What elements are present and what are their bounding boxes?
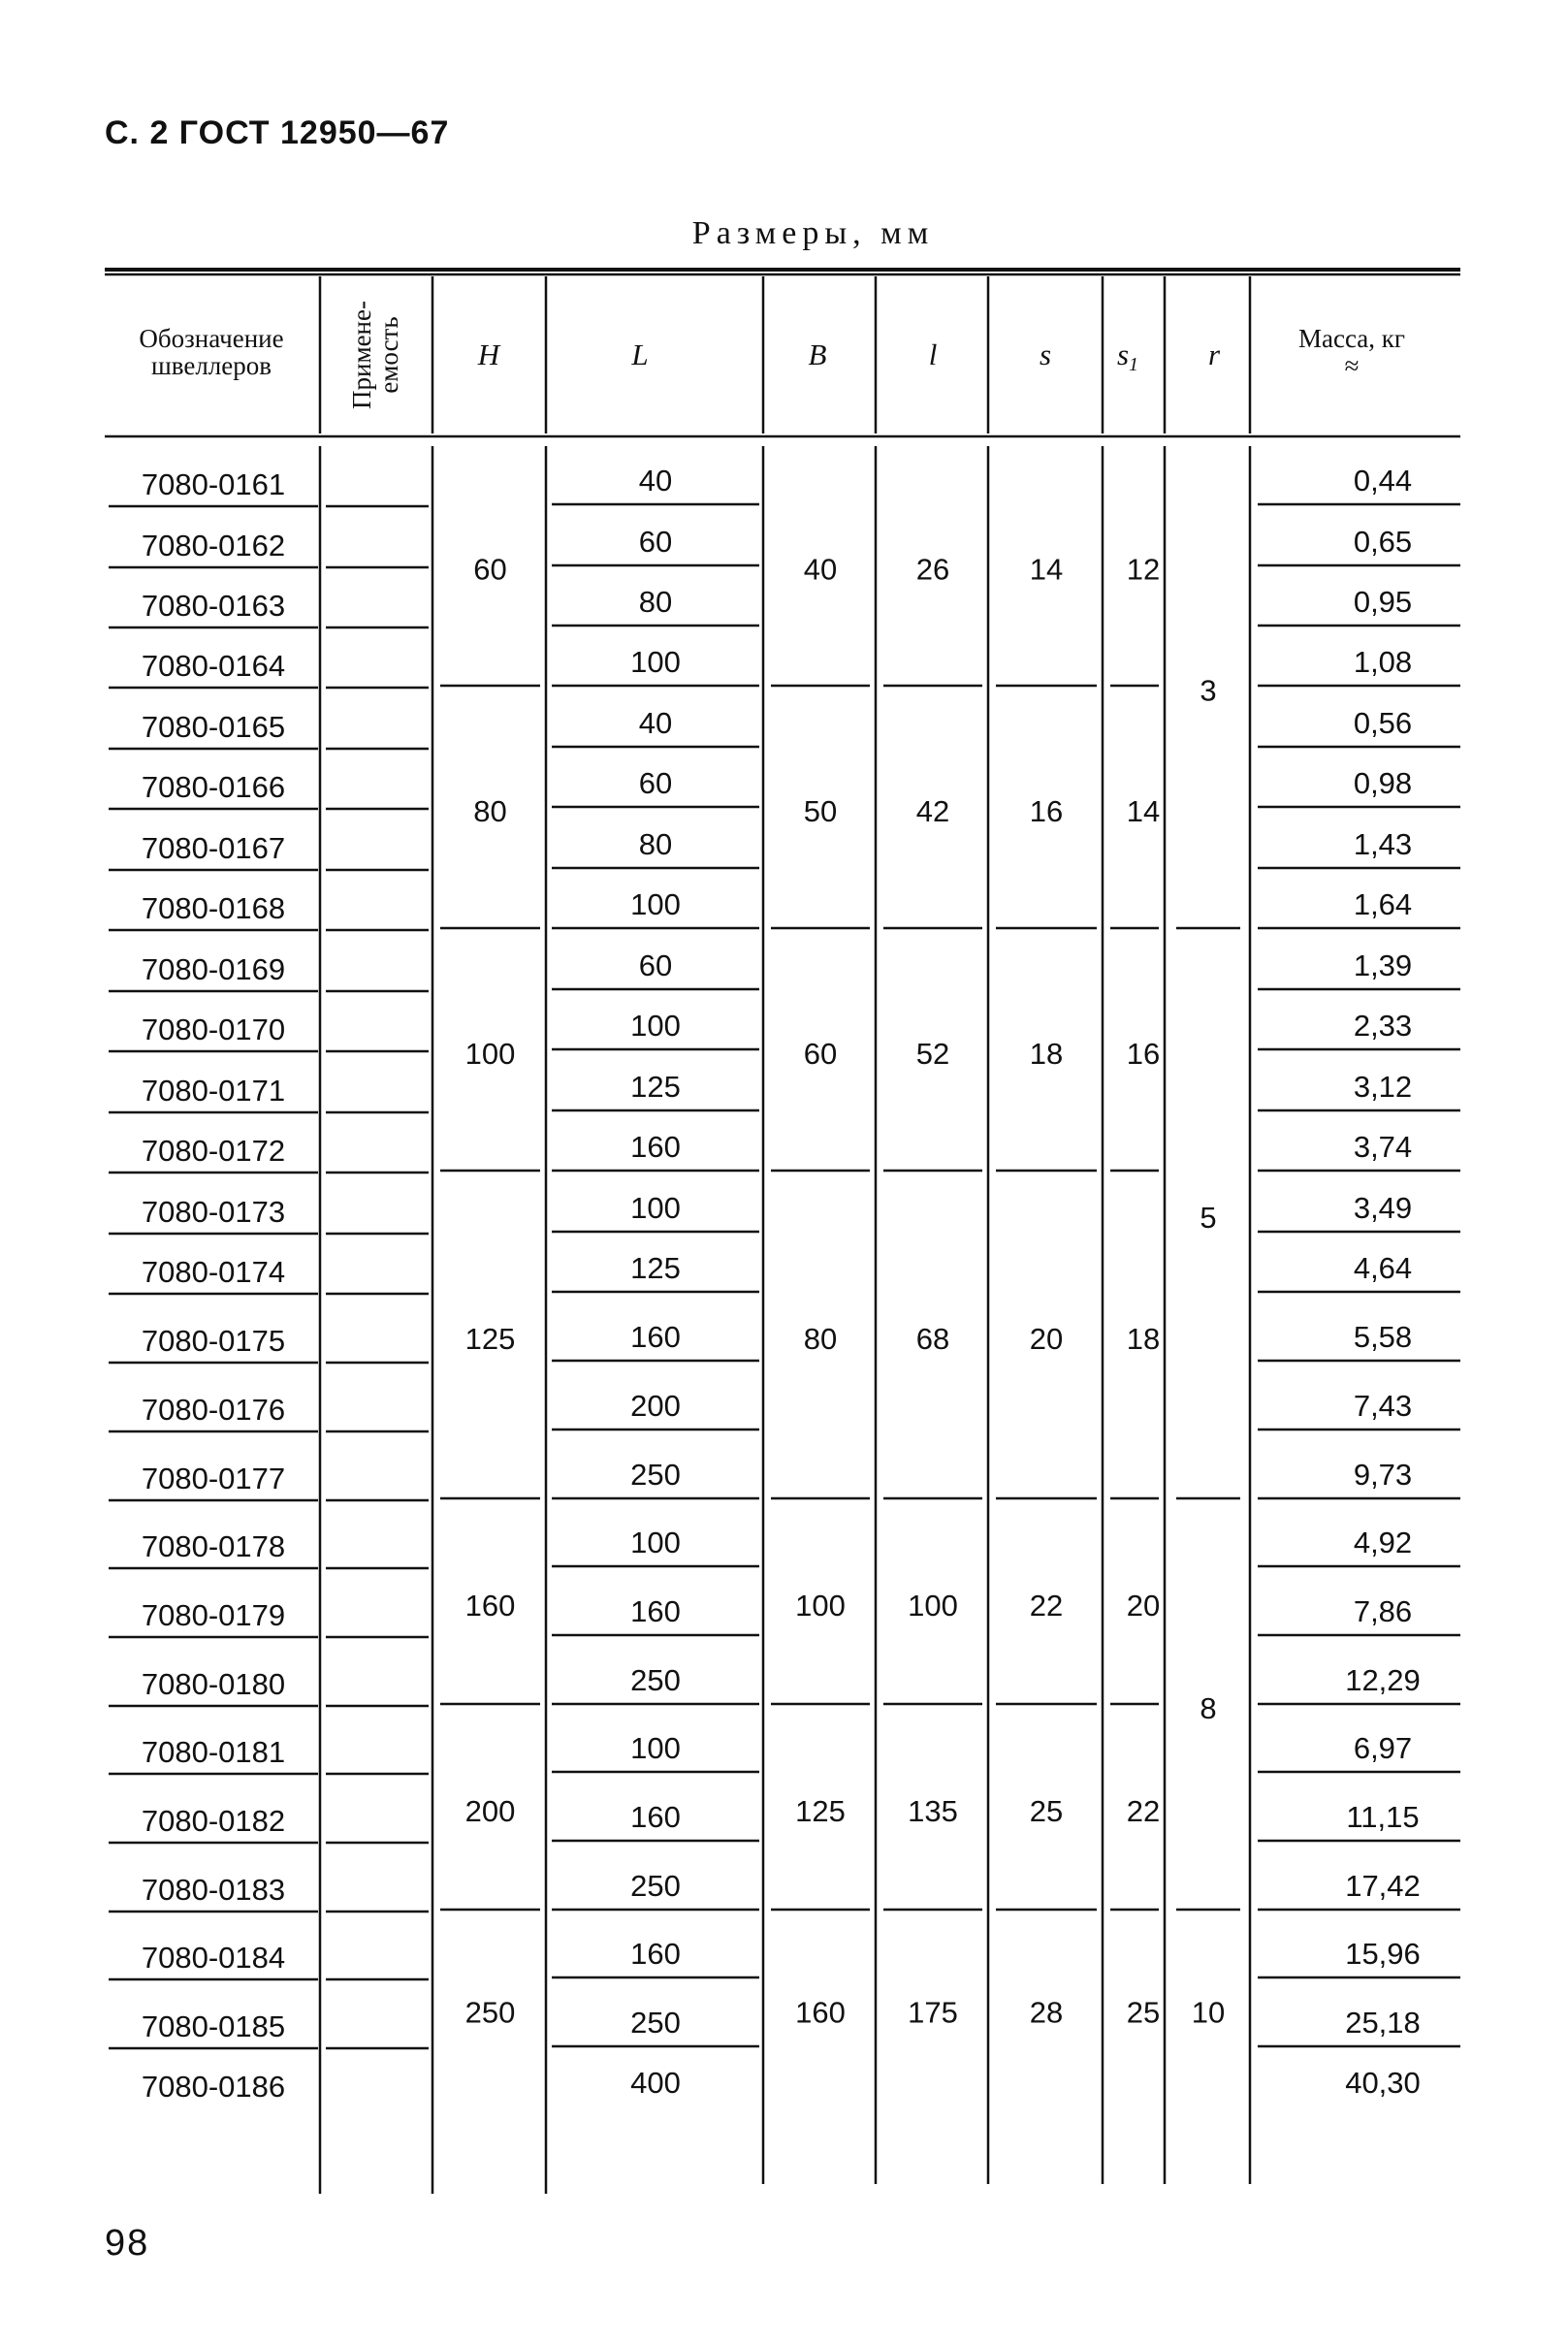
row-designation: 7080-0180 (141, 1667, 286, 1701)
group-l: 52 (915, 1037, 950, 1071)
group-H: 250 (464, 1995, 516, 2030)
row-length-L: 250 (630, 1663, 681, 1697)
group-l: 26 (915, 552, 950, 587)
row-length-L: 125 (630, 1070, 681, 1104)
header-s: s (1039, 337, 1052, 371)
header-l: l (928, 337, 938, 371)
header-B: B (808, 337, 827, 371)
row-length-L: 100 (630, 1731, 681, 1765)
group-B: 60 (803, 1037, 838, 1071)
group-s1: 20 (1126, 1589, 1161, 1623)
group-s1: 25 (1126, 1995, 1161, 2030)
group-B: 80 (803, 1322, 838, 1356)
header-s1: s1 (1116, 337, 1139, 375)
group-r: 5 (1200, 1201, 1217, 1235)
page-number: 98 (105, 2223, 150, 2264)
row-length-L: 60 (638, 766, 673, 800)
row-length-L: 40 (638, 464, 673, 498)
row-mass: 3,49 (1353, 1191, 1413, 1225)
row-mass: 0,65 (1353, 525, 1413, 559)
row-mass: 5,58 (1353, 1320, 1413, 1354)
group-s1: 16 (1126, 1037, 1161, 1071)
header-r: r (1207, 337, 1221, 371)
row-designation: 7080-0163 (141, 589, 286, 623)
row-mass: 7,86 (1353, 1594, 1413, 1628)
group-B: 125 (795, 1794, 846, 1828)
row-length-L: 250 (630, 1458, 681, 1492)
group-l: 135 (908, 1794, 958, 1828)
group-s: 16 (1029, 794, 1064, 828)
row-designation: 7080-0168 (141, 891, 286, 925)
group-B: 100 (795, 1589, 846, 1623)
row-length-L: 400 (630, 2066, 681, 2100)
row-designation: 7080-0186 (141, 2070, 286, 2104)
row-mass: 1,08 (1353, 645, 1413, 679)
row-length-L: 160 (630, 1800, 681, 1834)
row-designation: 7080-0167 (141, 831, 286, 865)
row-designation: 7080-0179 (141, 1598, 286, 1632)
row-mass: 3,12 (1353, 1070, 1413, 1104)
group-s1: 22 (1126, 1794, 1161, 1828)
header-applicability-line2: емость (374, 316, 403, 394)
row-designation: 7080-0173 (141, 1195, 286, 1229)
row-length-L: 160 (630, 1937, 681, 1971)
group-s: 20 (1029, 1322, 1064, 1356)
row-designation: 7080-0185 (141, 2009, 286, 2043)
row-mass: 2,33 (1353, 1009, 1413, 1043)
row-mass: 0,56 (1353, 706, 1413, 740)
row-mass: 15,96 (1345, 1937, 1421, 1971)
group-r: 10 (1191, 1995, 1226, 2030)
group-s: 14 (1029, 552, 1064, 587)
row-mass: 17,42 (1345, 1869, 1421, 1903)
header-mass-approx: ≈ (1344, 351, 1360, 380)
group-B: 40 (803, 552, 838, 587)
row-length-L: 100 (630, 1191, 681, 1225)
group-s: 25 (1029, 1794, 1064, 1828)
group-r: 8 (1200, 1691, 1217, 1725)
row-designation: 7080-0181 (141, 1735, 286, 1769)
group-s1: 14 (1126, 794, 1161, 828)
row-length-L: 250 (630, 1869, 681, 1903)
group-r: 3 (1200, 673, 1217, 708)
table-body (109, 464, 1460, 2104)
group-B: 160 (795, 1995, 846, 2030)
row-mass: 1,64 (1353, 887, 1413, 921)
row-designation: 7080-0175 (141, 1324, 286, 1358)
row-mass: 40,30 (1345, 2066, 1421, 2100)
row-length-L: 160 (630, 1594, 681, 1628)
header-designation: Обозначение (139, 324, 284, 353)
row-designation: 7080-0174 (141, 1255, 286, 1289)
header-applicability: Примене- (347, 301, 376, 409)
row-mass: 0,44 (1353, 464, 1413, 498)
row-mass: 3,74 (1353, 1130, 1413, 1164)
row-length-L: 100 (630, 887, 681, 921)
group-H: 100 (464, 1037, 516, 1071)
row-designation: 7080-0169 (141, 952, 286, 986)
row-designation: 7080-0172 (141, 1134, 286, 1168)
row-mass: 0,98 (1353, 766, 1413, 800)
row-mass: 25,18 (1345, 2006, 1421, 2040)
row-designation: 7080-0183 (141, 1873, 286, 1907)
row-designation: 7080-0177 (141, 1462, 286, 1495)
row-length-L: 40 (638, 706, 673, 740)
group-H: 125 (464, 1322, 516, 1356)
header-L: L (631, 337, 649, 371)
group-B: 50 (803, 794, 838, 828)
row-mass: 12,29 (1345, 1663, 1421, 1697)
row-designation: 7080-0171 (141, 1074, 286, 1108)
row-length-L: 60 (638, 525, 673, 559)
group-H: 160 (464, 1589, 516, 1623)
page-header: С. 2 ГОСТ 12950—67 (105, 114, 450, 151)
row-mass: 9,73 (1353, 1458, 1413, 1492)
group-l: 100 (908, 1589, 958, 1623)
row-length-L: 100 (630, 645, 681, 679)
group-s1: 12 (1126, 552, 1161, 587)
row-designation: 7080-0162 (141, 529, 286, 562)
header-designation-line2: швеллеров (150, 351, 272, 380)
body-separators (320, 446, 1250, 2194)
row-mass: 11,15 (1346, 1800, 1420, 1834)
group-s: 28 (1029, 1995, 1064, 2030)
row-designation: 7080-0161 (141, 467, 286, 501)
row-length-L: 200 (630, 1389, 681, 1423)
group-s: 18 (1029, 1037, 1064, 1071)
row-designation: 7080-0178 (141, 1529, 286, 1563)
group-l: 42 (915, 794, 950, 828)
row-designation: 7080-0164 (141, 649, 286, 683)
row-designation: 7080-0165 (141, 710, 286, 744)
row-mass: 1,43 (1353, 827, 1413, 861)
row-mass: 0,95 (1353, 585, 1413, 619)
header-separators (320, 276, 1250, 434)
row-designation: 7080-0176 (141, 1393, 286, 1427)
group-l: 175 (908, 1995, 958, 2030)
row-length-L: 60 (638, 948, 673, 982)
row-length-L: 125 (630, 1251, 681, 1285)
row-length-L: 250 (630, 2006, 681, 2040)
group-H: 200 (464, 1794, 516, 1828)
row-mass: 6,97 (1353, 1731, 1413, 1765)
row-mass: 4,64 (1353, 1251, 1413, 1285)
group-s: 22 (1029, 1589, 1064, 1623)
table-caption: Размеры, мм (691, 215, 935, 251)
row-mass: 4,92 (1353, 1526, 1413, 1559)
group-l: 68 (915, 1322, 950, 1356)
row-length-L: 80 (638, 585, 673, 619)
row-length-L: 100 (630, 1009, 681, 1043)
row-mass: 1,39 (1353, 948, 1413, 982)
row-mass: 7,43 (1353, 1389, 1413, 1423)
row-length-L: 80 (638, 827, 673, 861)
header-mass: Масса, кг (1298, 324, 1405, 353)
row-designation: 7080-0182 (141, 1804, 286, 1838)
group-s1: 18 (1126, 1322, 1161, 1356)
group-H: 60 (473, 552, 507, 587)
row-designation: 7080-0170 (141, 1012, 286, 1046)
row-designation: 7080-0166 (141, 770, 286, 804)
group-H: 80 (473, 794, 507, 828)
row-length-L: 160 (630, 1320, 681, 1354)
row-designation: 7080-0184 (141, 1941, 286, 1975)
row-length-L: 160 (630, 1130, 681, 1164)
row-length-L: 100 (630, 1526, 681, 1559)
header-H: H (477, 337, 500, 371)
